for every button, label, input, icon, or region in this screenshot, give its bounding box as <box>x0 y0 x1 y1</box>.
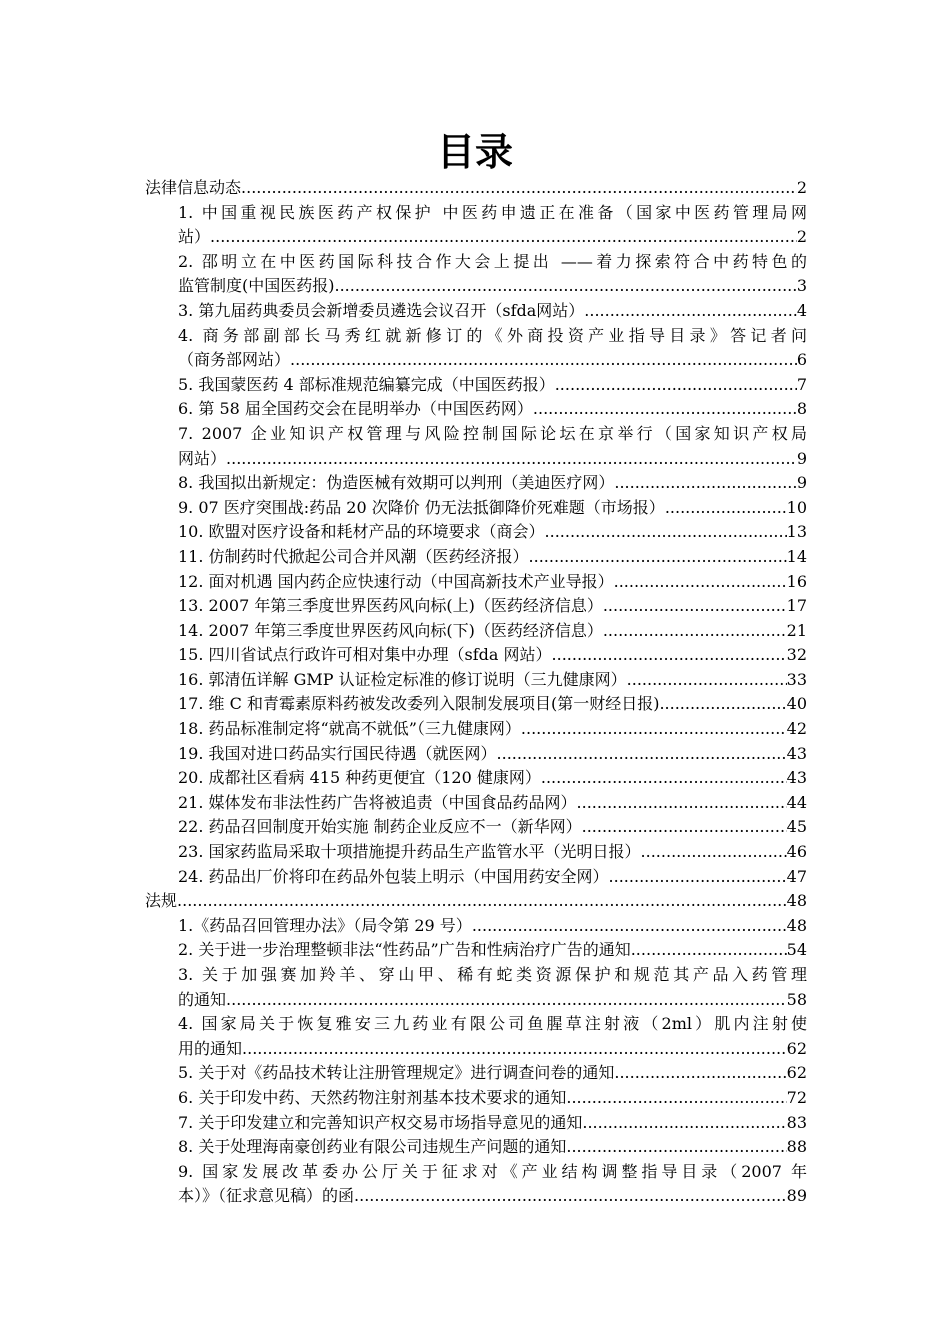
toc-entry[interactable] <box>178 1012 807 1061</box>
toc-page-number: 17 <box>786 596 807 616</box>
toc-page-number: 32 <box>786 645 807 665</box>
toc-page-number: 8 <box>796 399 807 419</box>
toc-entry-title: 21. 媒体发布非法性药广告将被追责（中国食品药品网） <box>178 792 577 812</box>
toc-entry-title: 网站） <box>178 448 227 468</box>
dot-leader <box>335 274 797 299</box>
toc-page-number: 13 <box>786 522 807 542</box>
toc-section-entry[interactable] <box>145 889 807 914</box>
toc-entry-title: 法规 <box>145 891 178 911</box>
dot-leader <box>521 717 787 742</box>
toc-page-number: 16 <box>786 571 807 591</box>
toc-entry-title: 19. 我国对进口药品实行国民待遇（就医网） <box>178 743 497 763</box>
toc-section-entry[interactable] <box>145 176 807 201</box>
toc-entry-title: 5. 我国蒙医药 4 部标准规范编纂完成（中国医药报） <box>178 374 555 394</box>
toc-entry-title-line: 7. 2007 企业知识产权管理与风险控制国际论坛在京举行（国家知识产权局 <box>178 423 807 443</box>
toc-entry[interactable] <box>178 791 807 816</box>
dot-leader <box>641 840 787 865</box>
dot-leader <box>609 865 787 890</box>
dot-leader <box>497 742 787 767</box>
toc-entry-title: 3. 第九届药典委员会新增委员遴选会议召开（sfda网站） <box>178 300 585 320</box>
toc-entry-title: 23. 国家药监局采取十项措施提升药品生产监管水平（光明日报） <box>178 842 641 862</box>
toc-page-number: 62 <box>786 1063 807 1083</box>
toc-entry-title: 15. 四川省试点行政许可相对集中办理（sfda 网站） <box>178 645 552 665</box>
toc-entry-title-line: 9. 国家发展改革委办公厅关于征求对《产业结构调整指导目录（2007 年 <box>178 1161 807 1181</box>
toc-entry-title: 的通知 <box>178 989 227 1009</box>
toc-entry[interactable] <box>178 742 807 767</box>
page-title: 目录 <box>436 130 513 174</box>
dot-leader <box>555 373 797 398</box>
dot-leader <box>614 570 787 595</box>
toc-page-number: 44 <box>786 792 807 812</box>
dot-leader <box>552 643 787 668</box>
toc-entry[interactable] <box>178 570 807 595</box>
toc-entry[interactable] <box>178 373 807 398</box>
toc-entry-title: 用的通知 <box>178 1038 243 1058</box>
toc-entry-title-line: 1. 中国重视民族医药产权保护 中医药申遗正在准备（国家中医药管理局网 <box>178 202 807 222</box>
dot-leader <box>545 520 787 545</box>
toc-entry-title: 2. 关于进一步治理整顿非法“性药品”广告和性病治疗广告的通知 <box>178 940 631 960</box>
toc-page-number: 14 <box>786 546 807 566</box>
toc-entry-title: 22. 药品召回制度开始实施 制药企业反应不一（新华网） <box>178 817 582 837</box>
toc-entry[interactable] <box>178 692 807 717</box>
dot-leader <box>472 914 787 939</box>
dot-leader <box>582 1111 786 1136</box>
toc-entry-title: （商务部网站） <box>178 350 291 370</box>
toc-entry[interactable] <box>178 1061 807 1086</box>
dot-leader <box>665 496 787 521</box>
toc-page-number: 2 <box>796 227 807 247</box>
toc-entry[interactable] <box>178 201 807 250</box>
dot-leader <box>541 766 787 791</box>
toc-entry[interactable] <box>178 422 807 471</box>
toc-page-number: 40 <box>786 694 807 714</box>
toc-page-number: 72 <box>786 1087 807 1107</box>
toc-entry-title: 20. 成都社区看病 415 种药更便宜（120 健康网） <box>178 768 541 788</box>
toc-entry[interactable] <box>178 840 807 865</box>
toc-entry[interactable] <box>178 865 807 890</box>
toc-entry[interactable] <box>178 324 807 373</box>
dot-leader <box>242 1037 787 1062</box>
toc-entry[interactable] <box>178 668 807 693</box>
toc-entry[interactable] <box>178 938 807 963</box>
toc-entry-title-line: 3. 关于加强赛加羚羊、穿山甲、稀有蛇类资源保护和规范其产品入药管理 <box>178 965 807 984</box>
toc-entry[interactable] <box>178 250 807 299</box>
toc-entry-title: 监管制度(中国医药报) <box>178 276 335 296</box>
dot-leader <box>354 1184 787 1209</box>
toc-entry[interactable] <box>178 717 807 742</box>
toc-page-number: 2 <box>796 178 807 197</box>
toc-page-number: 48 <box>786 915 807 935</box>
dot-leader <box>603 594 787 619</box>
toc-entry-title: 法律信息动态 <box>145 178 242 197</box>
dot-leader <box>566 1086 786 1111</box>
dot-leader <box>603 619 787 644</box>
toc-page-number: 3 <box>796 276 807 296</box>
toc-entry[interactable] <box>178 1111 807 1136</box>
toc-entry-title: 9. 07 医疗突围战:药品 20 次降价 仍无法抵御降价死难题（市场报） <box>178 497 665 517</box>
toc-entry-title: 5. 关于对《药品技术转让注册管理规定》进行调查问卷的通知 <box>178 1063 615 1083</box>
toc-entry-title: 站） <box>178 227 211 247</box>
toc-entry[interactable] <box>178 619 807 644</box>
toc-page-number: 88 <box>786 1137 807 1157</box>
toc-entry-title: 8. 我国拟出新规定：伪造医械有效期可以判刑（美迪医疗网） <box>178 473 615 493</box>
toc-entry[interactable] <box>178 471 807 496</box>
toc-entry[interactable] <box>178 397 807 422</box>
toc-entry-title: 11. 仿制药时代掀起公司合并风潮（医药经济报） <box>178 546 529 566</box>
toc-entry-title: 16. 郭清伍详解 GMP 认证检定标准的修订说明（三九健康网） <box>178 669 627 689</box>
dot-leader <box>584 299 797 324</box>
toc-page-number: 4 <box>796 300 807 320</box>
toc-entry-title: 18. 药品标准制定将“就高不就低”（三九健康网） <box>178 719 521 739</box>
toc-page-number: 42 <box>786 719 807 739</box>
dot-leader <box>177 889 787 914</box>
toc-entry[interactable] <box>178 963 807 1012</box>
toc-entry[interactable] <box>178 1135 807 1160</box>
toc-page-number: 10 <box>786 497 807 517</box>
toc-page-number: 21 <box>786 620 807 640</box>
toc-entry[interactable] <box>178 1086 807 1111</box>
toc-page-number: 83 <box>786 1112 807 1132</box>
toc-entry[interactable] <box>178 643 807 668</box>
toc-entry-title: 6. 关于印发中药、天然药物注射剂基本技术要求的通知 <box>178 1087 567 1107</box>
toc-entry-title: 1.《药品召回管理办法》（局令第 29 号） <box>178 915 472 935</box>
dot-leader <box>577 791 787 816</box>
toc-entry[interactable] <box>178 1160 807 1209</box>
dot-leader <box>533 397 797 422</box>
toc-entry-title: 6. 第 58 届全国药交会在昆明举办（中国医药网） <box>178 399 533 419</box>
dot-leader <box>210 225 797 250</box>
dot-leader <box>241 176 797 201</box>
toc-entry-title-line: 4. 国家局关于恢复雅安三九药业有限公司鱼腥草注射液（2ml）肌内注射使 <box>178 1014 807 1034</box>
toc-entry-title: 7. 关于印发建立和完善知识产权交易市场指导意见的通知 <box>178 1112 583 1132</box>
toc-entry[interactable] <box>178 496 807 521</box>
dot-leader <box>614 1061 786 1086</box>
toc-page-number: 43 <box>786 768 807 788</box>
dot-leader <box>226 988 787 1013</box>
dot-leader <box>659 692 786 717</box>
toc-entry-title: 14. 2007 年第三季度世界医药风向标(下)（医药经济信息） <box>178 620 603 640</box>
dot-leader <box>226 447 797 472</box>
dot-leader <box>566 1135 786 1160</box>
toc-entry-title: 17. 维 C 和青霉素原料药被发改委列入限制发展项目(第一财经日报) <box>178 694 660 714</box>
toc-entry[interactable] <box>178 914 807 939</box>
dot-leader <box>529 545 787 570</box>
toc-page-number: 43 <box>786 743 807 763</box>
toc-entry[interactable] <box>178 815 807 840</box>
dot-leader <box>290 348 797 373</box>
dot-leader <box>627 668 787 693</box>
toc-entry-title: 本）》（征求意见稿）的函 <box>178 1186 355 1206</box>
toc-entry-title: 8. 关于处理海南豪创药业有限公司违规生产问题的通知 <box>178 1137 567 1157</box>
toc-entry-title: 10. 欧盟对医疗设备和耗材产品的环境要求（商会） <box>178 522 545 542</box>
toc-page-number: 62 <box>786 1038 807 1058</box>
toc-entry[interactable] <box>178 520 807 545</box>
dot-leader <box>614 471 796 496</box>
toc-page-number: 48 <box>786 891 807 911</box>
toc-page-number: 89 <box>786 1186 807 1206</box>
toc-entry-title-line: 4. 商务部副部长马秀红就新修订的《外商投资产业指导目录》答记者问 <box>178 325 807 345</box>
toc-entry-title: 12. 面对机遇 国内药企应快速行动（中国高新技术产业导报） <box>178 571 614 591</box>
toc-page-number: 54 <box>786 940 807 960</box>
toc-page-number: 7 <box>796 374 807 394</box>
toc-entry-title-line: 2. 邵明立在中医药国际科技合作大会上提出 ——着力探索符合中药特色的 <box>178 251 807 271</box>
toc-page-number: 33 <box>786 669 807 689</box>
toc-entry-title: 24. 药品出厂价将印在药品外包装上明示（中国用药安全网） <box>178 866 609 886</box>
toc-entry[interactable] <box>178 766 807 791</box>
dot-leader <box>582 815 787 840</box>
toc-page-number: 46 <box>786 842 807 862</box>
toc-entry[interactable] <box>178 594 807 619</box>
toc-entry[interactable] <box>178 545 807 570</box>
toc-page-number: 9 <box>796 448 807 468</box>
dot-leader <box>631 938 787 963</box>
toc-page-number: 6 <box>796 350 807 370</box>
toc-entry[interactable] <box>178 299 807 324</box>
table-of-contents <box>145 176 807 1209</box>
toc-entry-title: 13. 2007 年第三季度世界医药风向标(上)（医药经济信息） <box>178 596 603 616</box>
toc-page-number: 45 <box>786 817 807 837</box>
toc-page-number: 47 <box>786 866 807 886</box>
toc-page-number: 58 <box>786 989 807 1009</box>
toc-page-number: 9 <box>796 473 807 493</box>
